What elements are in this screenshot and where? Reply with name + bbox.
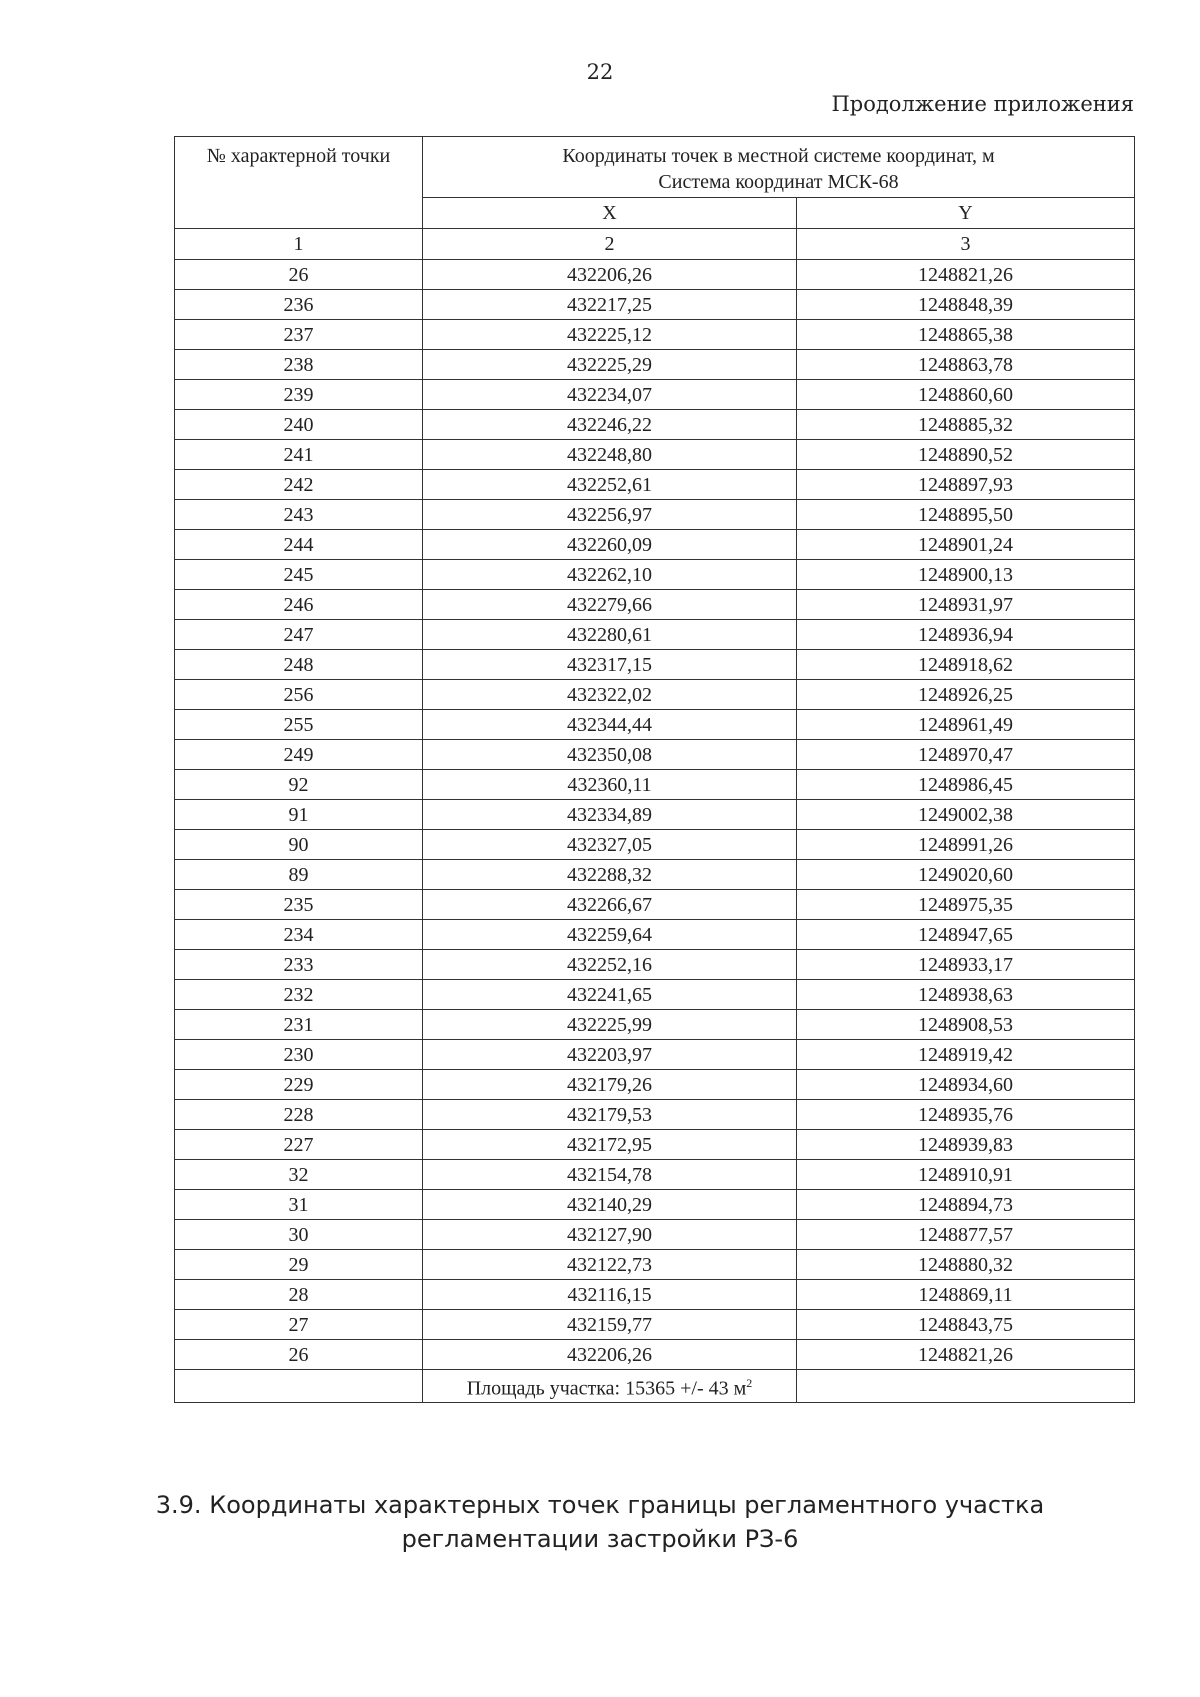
cell-point: 244	[175, 530, 423, 560]
table-row	[175, 1130, 1135, 1160]
cell-y: 1249002,38	[797, 800, 1135, 830]
header-point-number: № характерной точки	[175, 137, 423, 229]
table-row	[175, 440, 1135, 470]
cell-x: 432234,07	[423, 380, 797, 410]
cell-point: 26	[175, 1340, 423, 1370]
cell-point: 26	[175, 260, 423, 290]
table-row	[175, 920, 1135, 950]
cell-point: 234	[175, 920, 423, 950]
cell-y: 1248938,63	[797, 980, 1135, 1010]
cell-y: 1248895,50	[797, 500, 1135, 530]
section-heading-line2: регламентации застройки РЗ-6	[401, 1525, 799, 1553]
cell-x: 432279,66	[423, 590, 797, 620]
cell-x: 432241,65	[423, 980, 797, 1010]
cell-y: 1248865,38	[797, 320, 1135, 350]
cell-x: 432317,15	[423, 650, 797, 680]
cell-y: 1248936,94	[797, 620, 1135, 650]
table-row	[175, 1100, 1135, 1130]
table-row	[175, 380, 1135, 410]
cell-point: 29	[175, 1250, 423, 1280]
area-empty-cell	[175, 1370, 423, 1403]
table-row	[175, 620, 1135, 650]
cell-x: 432322,02	[423, 680, 797, 710]
cell-point: 241	[175, 440, 423, 470]
cell-y: 1248901,24	[797, 530, 1135, 560]
cell-x: 432203,97	[423, 1040, 797, 1070]
table-row	[175, 1250, 1135, 1280]
cell-y: 1248890,52	[797, 440, 1135, 470]
cell-point: 90	[175, 830, 423, 860]
cell-point: 237	[175, 320, 423, 350]
area-empty-cell	[797, 1370, 1135, 1403]
cell-y: 1248880,32	[797, 1250, 1135, 1280]
table-row	[175, 980, 1135, 1010]
header-x: X	[423, 198, 797, 229]
cell-y: 1248986,45	[797, 770, 1135, 800]
cell-point: 242	[175, 470, 423, 500]
cell-point: 245	[175, 560, 423, 590]
cell-x: 432116,15	[423, 1280, 797, 1310]
area-label: Площадь участка: 15365 +/- 43 м	[466, 1377, 747, 1400]
cell-point: 240	[175, 410, 423, 440]
cell-point: 32	[175, 1160, 423, 1190]
cell-x: 432159,77	[423, 1310, 797, 1340]
cell-x: 432262,10	[423, 560, 797, 590]
cell-point: 91	[175, 800, 423, 830]
table-row	[175, 680, 1135, 710]
table-row	[175, 1220, 1135, 1250]
cell-point: 229	[175, 1070, 423, 1100]
table-row	[175, 740, 1135, 770]
cell-y: 1248869,11	[797, 1280, 1135, 1310]
table-row	[175, 500, 1135, 530]
cell-y: 1248843,75	[797, 1310, 1135, 1340]
table-row	[175, 410, 1135, 440]
table-row	[175, 350, 1135, 380]
cell-x: 432206,26	[423, 1340, 797, 1370]
cell-y: 1248821,26	[797, 1340, 1135, 1370]
cell-x: 432288,32	[423, 860, 797, 890]
cell-point: 249	[175, 740, 423, 770]
cell-point: 231	[175, 1010, 423, 1040]
cell-y: 1248970,47	[797, 740, 1135, 770]
cell-x: 432266,67	[423, 890, 797, 920]
cell-y: 1248919,42	[797, 1040, 1135, 1070]
cell-y: 1248897,93	[797, 470, 1135, 500]
section-heading-line1: 3.9. Координаты характерных точек границы регламентного участка	[155, 1491, 1045, 1519]
cell-point: 27	[175, 1310, 423, 1340]
cell-point: 31	[175, 1190, 423, 1220]
cell-x: 432260,09	[423, 530, 797, 560]
coordinates-table	[174, 136, 1135, 1403]
cell-x: 432334,89	[423, 800, 797, 830]
cell-x: 432360,11	[423, 770, 797, 800]
section-heading	[0, 1488, 1200, 1556]
table-row	[175, 590, 1135, 620]
table-row	[175, 470, 1135, 500]
cell-y: 1248848,39	[797, 290, 1135, 320]
continuation-label: Продолжение приложения	[831, 92, 1134, 116]
cell-y: 1248935,76	[797, 1100, 1135, 1130]
table-row	[175, 1310, 1135, 1340]
cell-point: 28	[175, 1280, 423, 1310]
table-row	[175, 530, 1135, 560]
cell-point: 235	[175, 890, 423, 920]
column-number-2: 2	[423, 229, 797, 260]
table-row	[175, 770, 1135, 800]
cell-y: 1248877,57	[797, 1220, 1135, 1250]
column-number-1: 1	[175, 229, 423, 260]
cell-y: 1248975,35	[797, 890, 1135, 920]
cell-x: 432179,53	[423, 1100, 797, 1130]
cell-y: 1248894,73	[797, 1190, 1135, 1220]
cell-x: 432327,05	[423, 830, 797, 860]
cell-x: 432259,64	[423, 920, 797, 950]
header-coordinates-line1: Координаты точек в местной системе координат, м	[562, 145, 995, 167]
cell-point: 232	[175, 980, 423, 1010]
cell-point: 248	[175, 650, 423, 680]
table-row	[175, 1010, 1135, 1040]
cell-x: 432344,44	[423, 710, 797, 740]
cell-point: 243	[175, 500, 423, 530]
cell-y: 1248933,17	[797, 950, 1135, 980]
cell-point: 228	[175, 1100, 423, 1130]
table-row	[175, 800, 1135, 830]
cell-x: 432280,61	[423, 620, 797, 650]
area-row	[175, 1370, 1135, 1403]
cell-y: 1248821,26	[797, 260, 1135, 290]
area-cell	[423, 1370, 797, 1403]
header-y: Y	[797, 198, 1135, 229]
cell-x: 432350,08	[423, 740, 797, 770]
cell-point: 247	[175, 620, 423, 650]
cell-point: 89	[175, 860, 423, 890]
cell-y: 1248908,53	[797, 1010, 1135, 1040]
header-coordinate-system: Система координат МСК-68	[658, 171, 899, 193]
table-row	[175, 890, 1135, 920]
cell-y: 1248900,13	[797, 560, 1135, 590]
cell-x: 432179,26	[423, 1070, 797, 1100]
cell-x: 432225,29	[423, 350, 797, 380]
cell-x: 432225,12	[423, 320, 797, 350]
table-row	[175, 710, 1135, 740]
table-row	[175, 1340, 1135, 1370]
cell-y: 1248918,62	[797, 650, 1135, 680]
cell-point: 233	[175, 950, 423, 980]
table-row	[175, 860, 1135, 890]
table-row	[175, 1280, 1135, 1310]
column-number-3: 3	[797, 229, 1135, 260]
cell-x: 432172,95	[423, 1130, 797, 1160]
cell-x: 432206,26	[423, 260, 797, 290]
cell-y: 1248926,25	[797, 680, 1135, 710]
cell-y: 1248931,97	[797, 590, 1135, 620]
cell-x: 432246,22	[423, 410, 797, 440]
page-number: 22	[586, 60, 614, 84]
table-row	[175, 1070, 1135, 1100]
cell-x: 432217,25	[423, 290, 797, 320]
table-row	[175, 1040, 1135, 1070]
cell-x: 432154,78	[423, 1160, 797, 1190]
table-row	[175, 1190, 1135, 1220]
cell-x: 432252,16	[423, 950, 797, 980]
cell-point: 256	[175, 680, 423, 710]
cell-y: 1248885,32	[797, 410, 1135, 440]
cell-y: 1248863,78	[797, 350, 1135, 380]
area-unit-superscript: 2	[746, 1376, 753, 1391]
cell-point: 227	[175, 1130, 423, 1160]
table-row	[175, 1160, 1135, 1190]
cell-x: 432252,61	[423, 470, 797, 500]
cell-point: 239	[175, 380, 423, 410]
cell-point: 30	[175, 1220, 423, 1250]
cell-y: 1248991,26	[797, 830, 1135, 860]
cell-x: 432225,99	[423, 1010, 797, 1040]
cell-x: 432256,97	[423, 500, 797, 530]
cell-y: 1248939,83	[797, 1130, 1135, 1160]
cell-y: 1248910,91	[797, 1160, 1135, 1190]
table-row	[175, 260, 1135, 290]
header-coordinates	[423, 137, 1135, 198]
cell-x: 432248,80	[423, 440, 797, 470]
table-row	[175, 950, 1135, 980]
cell-point: 246	[175, 590, 423, 620]
cell-point: 92	[175, 770, 423, 800]
cell-x: 432127,90	[423, 1220, 797, 1250]
cell-y: 1248961,49	[797, 710, 1135, 740]
table-row	[175, 320, 1135, 350]
table-row	[175, 560, 1135, 590]
table-row	[175, 650, 1135, 680]
cell-point: 255	[175, 710, 423, 740]
cell-x: 432122,73	[423, 1250, 797, 1280]
cell-point: 236	[175, 290, 423, 320]
table-row	[175, 290, 1135, 320]
table-row	[175, 830, 1135, 860]
cell-x: 432140,29	[423, 1190, 797, 1220]
cell-y: 1248860,60	[797, 380, 1135, 410]
cell-y: 1248947,65	[797, 920, 1135, 950]
cell-point: 230	[175, 1040, 423, 1070]
cell-y: 1248934,60	[797, 1070, 1135, 1100]
cell-y: 1249020,60	[797, 860, 1135, 890]
cell-point: 238	[175, 350, 423, 380]
